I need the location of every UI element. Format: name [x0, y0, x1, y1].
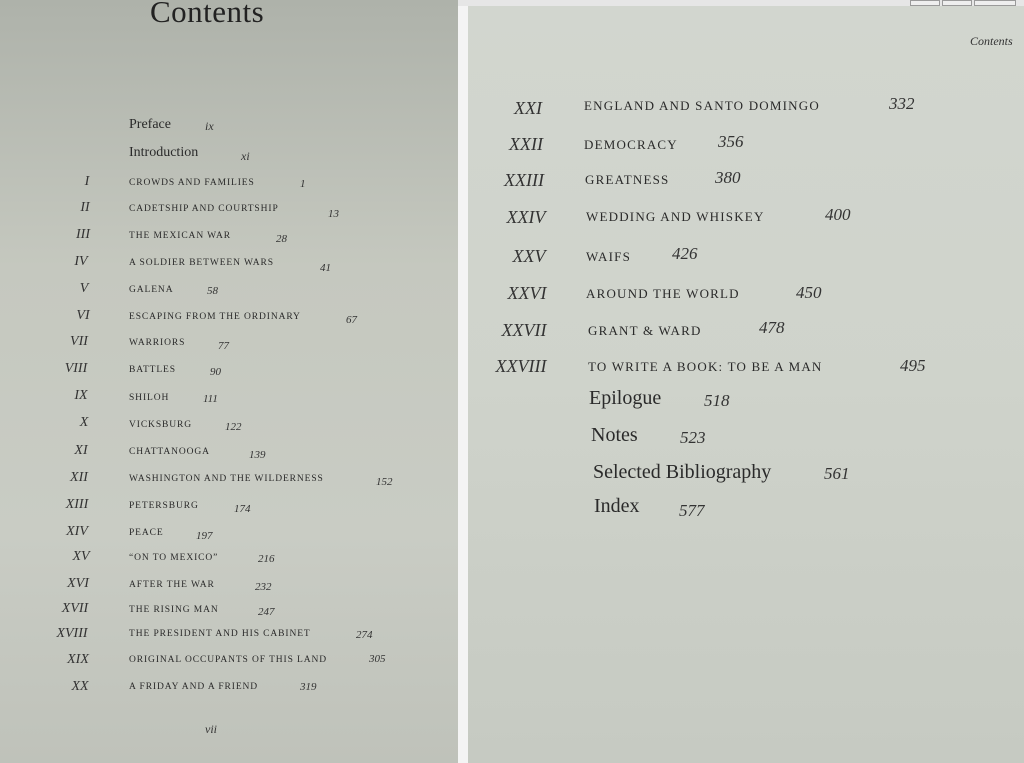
- chapter-numeral: XXIV: [506, 207, 546, 227]
- chapter-numeral: XX: [71, 679, 89, 694]
- chapter-page-number: 139: [249, 449, 266, 461]
- entry-title: Index: [594, 495, 640, 517]
- chapter-page-number: 232: [255, 581, 272, 593]
- chapter-numeral: XVI: [67, 576, 89, 591]
- chapter-title: WASHINGTON AND THE WILDERNESS: [129, 474, 324, 484]
- entry-page-number: 518: [704, 391, 730, 410]
- chapter-page-number: 319: [300, 681, 317, 693]
- folio-page-number: vii: [205, 722, 217, 736]
- chapter-numeral: XXII: [509, 134, 543, 154]
- front-matter-entry: [0, 145, 458, 169]
- chapter-entry: [0, 470, 458, 494]
- chapter-entry: [0, 174, 458, 198]
- chapter-numeral: XVIII: [56, 626, 88, 641]
- chapter-entry: [468, 320, 1024, 350]
- entry-title: Epilogue: [589, 387, 662, 409]
- chapter-title: “ON TO MEXICO”: [129, 553, 219, 563]
- chapter-entry: [0, 652, 458, 676]
- chapter-entry: [0, 361, 458, 385]
- chapter-numeral: I: [84, 174, 90, 189]
- back-matter-entry: [468, 387, 1024, 417]
- back-matter-entry: [468, 461, 1024, 491]
- chapter-page-number: 41: [320, 262, 331, 274]
- chapter-entry: [0, 415, 458, 439]
- chapter-numeral: XXVII: [501, 320, 547, 340]
- chapter-numeral: XI: [74, 443, 88, 458]
- chapter-title: ORIGINAL OCCUPANTS OF THIS LAND: [129, 655, 328, 665]
- chapter-title: AROUND THE WORLD: [586, 286, 740, 301]
- chapter-numeral: XIX: [67, 652, 89, 667]
- chapter-page-number: 77: [218, 340, 229, 352]
- chapter-title: THE MEXICAN WAR: [129, 231, 231, 241]
- chapter-numeral: IX: [74, 388, 88, 403]
- chapter-entry: [0, 679, 458, 703]
- chapter-page-number: 274: [356, 629, 373, 641]
- chapter-page-number: 305: [369, 653, 386, 665]
- chapter-page-number: 111: [203, 393, 218, 405]
- chapter-title: GRANT & WARD: [588, 323, 702, 338]
- chapter-page-number: 152: [376, 476, 393, 488]
- chapter-page-number: 400: [825, 205, 851, 224]
- running-head: Contents: [970, 34, 1013, 48]
- chapter-entry: [468, 283, 1024, 313]
- chapter-title: PEACE: [129, 528, 164, 538]
- chapter-title: PETERSBURG: [129, 501, 199, 511]
- chapter-entry: [0, 443, 458, 467]
- chapter-title: CROWDS AND FAMILIES: [129, 178, 255, 188]
- chapter-entry: [0, 227, 458, 251]
- chapter-page-number: 495: [900, 356, 926, 375]
- chapter-numeral: XIV: [66, 524, 88, 539]
- entry-title: Selected Bibliography: [593, 461, 772, 483]
- chapter-entry: [0, 601, 458, 625]
- chapter-entry: [468, 246, 1024, 276]
- chapter-entry: [0, 388, 458, 412]
- chapter-title: GREATNESS: [585, 172, 670, 187]
- chapter-page-number: 356: [718, 132, 744, 151]
- chapter-page-number: 90: [210, 366, 221, 378]
- front-matter-entry: [0, 117, 458, 141]
- entry-page-number: xi: [241, 149, 250, 163]
- chapter-title: TO WRITE A BOOK: TO BE A MAN: [588, 359, 823, 374]
- chapter-numeral: V: [79, 281, 89, 296]
- chapter-numeral: X: [79, 415, 89, 430]
- chapter-title: SHILOH: [129, 393, 170, 403]
- chapter-title: WARRIORS: [129, 338, 186, 348]
- chapter-title: A FRIDAY AND A FRIEND: [129, 682, 259, 692]
- chapter-page-number: 332: [889, 94, 915, 113]
- chapter-page-number: 478: [759, 318, 785, 337]
- chapter-numeral: VIII: [64, 361, 88, 376]
- entry-page-number: 561: [824, 464, 850, 483]
- chapter-title: BATTLES: [129, 365, 176, 375]
- entry-page-number: 523: [680, 428, 706, 447]
- chapter-numeral: XII: [70, 470, 88, 485]
- page-divider: [458, 6, 468, 763]
- chapter-entry: [468, 94, 1024, 128]
- chapter-entry: [0, 497, 458, 521]
- chapter-page-number: 247: [258, 606, 275, 618]
- chapter-title: CADETSHIP AND COURTSHIP: [129, 204, 279, 214]
- chapter-numeral: III: [76, 227, 90, 242]
- chapter-title: VICKSBURG: [129, 420, 192, 430]
- chapter-numeral: XVII: [61, 601, 89, 616]
- chapter-title: ESCAPING FROM THE ORDINARY: [129, 312, 301, 322]
- chapter-numeral: VII: [70, 334, 88, 349]
- chapter-page-number: 28: [276, 233, 287, 245]
- chapter-title: AFTER THE WAR: [129, 580, 215, 590]
- entry-page-number: 577: [679, 501, 705, 520]
- chapter-title: WEDDING AND WHISKEY: [586, 209, 765, 224]
- chapter-title: THE PRESIDENT AND HIS CABINET: [129, 629, 311, 639]
- chapter-title: THE RISING MAN: [129, 605, 219, 615]
- chapter-entry: [0, 549, 458, 573]
- chapter-numeral: IV: [74, 254, 88, 269]
- chapter-page-number: 426: [672, 244, 698, 263]
- chapter-page-number: 450: [796, 283, 822, 302]
- chapter-page-number: 122: [225, 421, 242, 433]
- entry-title: Preface: [129, 117, 171, 132]
- chapter-entry: [468, 356, 1024, 386]
- chapter-page-number: 197: [196, 530, 213, 542]
- chapter-numeral: XXVIII: [495, 356, 547, 376]
- back-matter-entry: [468, 495, 1024, 525]
- chapter-numeral: XXIII: [504, 170, 544, 190]
- chapter-numeral: XXV: [512, 246, 546, 266]
- chapter-page-number: 58: [207, 285, 218, 297]
- chapter-title: WAIFS: [586, 249, 632, 264]
- back-matter-entry: [468, 424, 1024, 454]
- chapter-numeral: XXI: [514, 98, 542, 118]
- left-page-scan: [0, 0, 458, 763]
- chapter-title: DEMOCRACY: [584, 137, 678, 152]
- entry-title: Introduction: [129, 145, 199, 160]
- chapter-page-number: 216: [258, 553, 275, 565]
- contents-heading: Contents: [150, 0, 265, 29]
- chapter-page-number: 174: [234, 503, 251, 515]
- chapter-numeral: VI: [76, 308, 90, 323]
- chapter-entry: [468, 207, 1024, 237]
- chapter-numeral: XV: [72, 549, 90, 564]
- chapter-entry: [0, 524, 458, 548]
- chapter-numeral: II: [80, 200, 90, 215]
- chapter-entry: [0, 334, 458, 358]
- chapter-entry: [0, 626, 458, 650]
- chapter-page-number: 380: [715, 168, 741, 187]
- chapter-page-number: 1: [300, 178, 306, 190]
- chapter-numeral: XIII: [65, 497, 89, 512]
- entry-title: Notes: [591, 424, 638, 446]
- chapter-title: GALENA: [129, 285, 174, 295]
- chapter-entry: [468, 134, 1024, 164]
- chapter-title: A SOLDIER BETWEEN WARS: [129, 258, 274, 268]
- chapter-title: ENGLAND AND SANTO DOMINGO: [584, 98, 820, 113]
- chapter-entry: [468, 170, 1024, 200]
- chapter-entry: [0, 576, 458, 600]
- chapter-entry: [0, 308, 458, 332]
- chapter-title: CHATTANOOGA: [129, 447, 210, 457]
- right-page-scan: [468, 6, 1024, 763]
- chapter-entry: [0, 200, 458, 224]
- entry-page-number: ix: [205, 119, 214, 133]
- chapter-page-number: 67: [346, 314, 357, 326]
- chapter-entry: [0, 254, 458, 278]
- chapter-numeral: XXVI: [507, 283, 547, 303]
- chapter-entry: [0, 281, 458, 305]
- chapter-page-number: 13: [328, 208, 339, 220]
